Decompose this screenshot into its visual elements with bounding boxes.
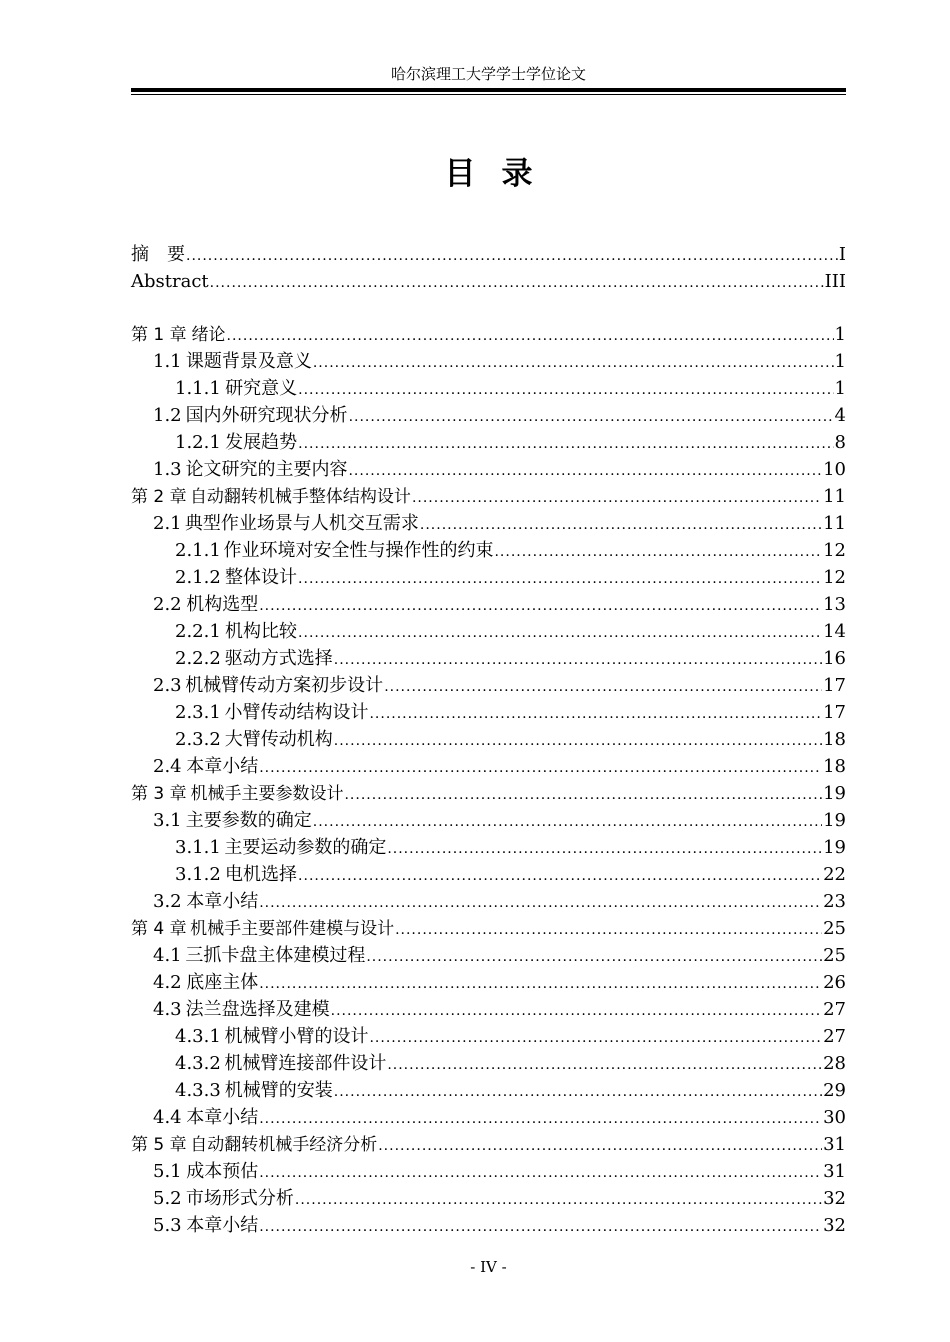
toc-entry-title: 作业环境对安全性与操作性的约束 — [223, 540, 494, 561]
toc-entry[interactable] — [131, 618, 846, 645]
toc-entry-page: 22 — [823, 864, 846, 885]
toc-entry[interactable] — [131, 1212, 846, 1239]
toc-entry-number: 3.2 — [153, 891, 182, 912]
toc-entry-title: 电机选择 — [225, 864, 298, 885]
toc-leader-dots — [259, 1160, 822, 1187]
toc-entry-title: 大臂传动机构 — [224, 729, 333, 750]
toc-entry-page: 13 — [823, 594, 846, 615]
toc-leader-dots — [186, 243, 838, 270]
toc-entry-number: 第 5 章 — [131, 1135, 187, 1155]
toc-entry-title: 机械臂传动方案初步设计 — [185, 675, 384, 696]
toc-entry[interactable] — [131, 268, 846, 295]
toc-leader-dots — [259, 1106, 822, 1133]
toc-entry-title: 底座主体 — [186, 972, 259, 993]
toc-entry[interactable] — [131, 1104, 846, 1131]
toc-entry-page: 16 — [823, 648, 846, 669]
toc-leader-dots — [334, 1079, 822, 1106]
toc-entry[interactable] — [131, 483, 846, 510]
toc-entry[interactable] — [131, 753, 846, 780]
toc-entry-number: 5.3 — [153, 1215, 182, 1236]
toc-leader-dots — [494, 539, 822, 566]
toc-entry-number: 2.2.1 — [175, 621, 221, 642]
toc-entry-page: 25 — [823, 945, 846, 966]
toc-entry-number: 2.3 — [153, 675, 182, 696]
toc-leader-dots — [295, 1187, 822, 1214]
toc-entry-number: 1.3 — [153, 459, 182, 480]
toc-entry-number: 4.3.3 — [175, 1080, 221, 1101]
toc-entry-title: 国内外研究现状分析 — [185, 405, 348, 426]
toc-leader-dots — [298, 377, 833, 404]
toc-entry-number: 第 1 章 — [131, 325, 187, 345]
toc-entry[interactable] — [131, 915, 846, 942]
toc-entry[interactable] — [131, 564, 846, 591]
toc-entry-page: I — [838, 244, 846, 265]
toc-entry-title: 市场形式分析 — [185, 1188, 294, 1209]
toc-entry-title: 本章小结 — [186, 891, 259, 912]
toc-entry-title: 本章小结 — [186, 756, 259, 777]
header-rule-thick — [131, 88, 846, 92]
toc-leader-dots — [412, 485, 822, 512]
toc-entry[interactable] — [131, 861, 846, 888]
toc-entry[interactable] — [131, 807, 846, 834]
toc-entry-number: 3.1.2 — [175, 864, 221, 885]
toc-leader-dots — [259, 971, 822, 998]
toc-entry-title: 机械手主要部件建模与设计 — [190, 919, 395, 939]
toc-entry-title: 机械臂小臂的设计 — [224, 1026, 369, 1047]
toc-entry-page: 31 — [823, 1161, 846, 1182]
toc-entry-page: 1 — [834, 378, 846, 399]
toc-entry-page: 19 — [823, 810, 846, 831]
toc-entry-page: 18 — [823, 756, 846, 777]
toc-entry[interactable] — [131, 348, 846, 375]
toc-entry-page: 30 — [823, 1107, 846, 1128]
toc-entry[interactable] — [131, 537, 846, 564]
toc-entry[interactable] — [131, 1050, 846, 1077]
toc-leader-dots — [384, 674, 822, 701]
toc-entry[interactable] — [131, 888, 846, 915]
toc-leader-dots — [334, 647, 822, 674]
toc-entry-title: 本章小结 — [186, 1215, 259, 1236]
toc-entry-page: 26 — [823, 972, 846, 993]
toc-entry-page: 11 — [823, 486, 846, 507]
toc-entry-number: 4.3.2 — [175, 1053, 221, 1074]
toc-entry-title: 三抓卡盘主体建模过程 — [185, 945, 366, 966]
toc-entry-title: 法兰盘选择及建模 — [185, 999, 330, 1020]
toc-leader-dots — [259, 890, 822, 917]
toc-entry[interactable] — [131, 510, 846, 537]
toc-entry[interactable] — [131, 726, 846, 753]
toc-entry-title: 研究意义 — [225, 378, 298, 399]
toc-entry-title: 典型作业场景与人机交互需求 — [184, 513, 419, 534]
toc-leader-dots — [313, 350, 834, 377]
toc-entry-number: 第 3 章 — [131, 784, 187, 804]
toc-entry-number: 第 4 章 — [131, 919, 187, 939]
toc-entry-title: 机械臂连接部件设计 — [224, 1053, 387, 1074]
toc-leader-dots — [387, 836, 822, 863]
toc-entry-page: 19 — [823, 837, 846, 858]
toc-entry[interactable] — [131, 780, 846, 807]
toc-entry-title: 驱动方式选择 — [224, 648, 333, 669]
toc-leader-dots — [387, 1052, 822, 1079]
page-title: 目录 — [444, 156, 559, 192]
toc-entry-page: 28 — [823, 1053, 846, 1074]
toc-entry-page: 14 — [823, 621, 846, 642]
toc-entry[interactable] — [131, 699, 846, 726]
toc-entry-title: 论文研究的主要内容 — [185, 459, 348, 480]
toc-entry-page: 17 — [823, 675, 846, 696]
toc-entry-number: 1.1 — [153, 351, 182, 372]
toc-entry-title: 自动翻转机械手经济分析 — [190, 1135, 378, 1155]
toc-entry-number: 2.2.2 — [175, 648, 221, 669]
toc-entry-number: 4.2 — [153, 972, 182, 993]
toc-entry-number: 2.4 — [153, 756, 182, 777]
toc-entry-number: 2.1.1 — [175, 540, 221, 561]
toc-entry-title: 机构比较 — [225, 621, 298, 642]
toc-entry-number: 5.1 — [153, 1161, 182, 1182]
toc-entry[interactable] — [131, 1158, 846, 1185]
running-header: 哈尔滨理工大学学士学位论文 — [390, 65, 586, 83]
toc-leader-dots — [348, 458, 822, 485]
toc-entry-page: 1 — [834, 351, 846, 372]
toc-entry-page: III — [824, 271, 846, 292]
toc-entry-number: 第 2 章 — [131, 487, 187, 507]
toc-entry-page: 11 — [823, 513, 846, 534]
toc-leader-dots — [259, 755, 822, 782]
toc-entry-title: 机构选型 — [186, 594, 259, 615]
toc-leader-dots — [210, 270, 824, 297]
toc-leader-dots — [331, 998, 822, 1025]
toc-entry-page: 1 — [834, 324, 846, 345]
toc-entry-page: 32 — [823, 1215, 846, 1236]
toc-entry-page: 32 — [823, 1188, 846, 1209]
toc-leader-dots — [298, 620, 822, 647]
toc-leader-dots — [420, 512, 822, 539]
toc-entry[interactable] — [131, 834, 846, 861]
toc-entry-number: 2.3.1 — [175, 702, 221, 723]
toc-entry[interactable] — [131, 996, 846, 1023]
toc-entry-title: 主要参数的确定 — [185, 810, 312, 831]
toc-entry-number: 2.2 — [153, 594, 182, 615]
toc-leader-dots — [298, 431, 833, 458]
toc-entry-title: 课题背景及意义 — [185, 351, 312, 372]
toc-entry-page: 19 — [823, 783, 846, 804]
toc-entry-number: 5.2 — [153, 1188, 182, 1209]
toc-entry-title: 主要运动参数的确定 — [224, 837, 387, 858]
toc-leader-dots — [259, 1214, 822, 1241]
toc-entry-page: 27 — [823, 999, 846, 1020]
toc-leader-dots — [344, 782, 822, 809]
toc-entry[interactable] — [131, 456, 846, 483]
toc-entry-page: 12 — [823, 540, 846, 561]
toc-entry-page: 12 — [823, 567, 846, 588]
toc-entry-title: 本章小结 — [186, 1107, 259, 1128]
toc-entry-title: 发展趋势 — [225, 432, 298, 453]
toc-entry[interactable] — [131, 1185, 846, 1212]
toc-entry-title: 绪论 — [191, 325, 226, 345]
toc-entry-page: 29 — [823, 1080, 846, 1101]
toc-entry-number: 3.1.1 — [175, 837, 221, 858]
toc-entry[interactable] — [131, 402, 846, 429]
toc-entry-page: 27 — [823, 1026, 846, 1047]
toc-leader-dots — [369, 1025, 822, 1052]
toc-entry[interactable] — [131, 645, 846, 672]
toc-entry-title: 小臂传动结构设计 — [224, 702, 369, 723]
toc-leader-dots — [369, 701, 822, 728]
toc-entry-page: 18 — [823, 729, 846, 750]
toc-entry-number: 2.3.2 — [175, 729, 221, 750]
toc-entry[interactable] — [131, 375, 846, 402]
toc-entry-number: 4.1 — [153, 945, 182, 966]
toc-entry-page: 10 — [823, 459, 846, 480]
toc-leader-dots — [378, 1133, 822, 1160]
toc-entry-title: 机械手主要参数设计 — [190, 784, 344, 804]
toc-entry-number: 4.3 — [153, 999, 182, 1020]
toc-entry-number: 1.1.1 — [175, 378, 221, 399]
toc-leader-dots — [366, 944, 822, 971]
toc-leader-dots — [298, 566, 822, 593]
toc-entry[interactable] — [131, 1131, 846, 1158]
toc-entry-title: 自动翻转机械手整体结构设计 — [189, 487, 411, 507]
toc-entry-page: 31 — [823, 1134, 846, 1155]
toc-entry-number: 4.4 — [153, 1107, 182, 1128]
toc-entry[interactable] — [131, 321, 846, 348]
toc-entry-page: 17 — [823, 702, 846, 723]
toc-leader-dots — [298, 863, 822, 890]
toc-entry-number: 1.2 — [153, 405, 182, 426]
toc-entry-number: 4.3.1 — [175, 1026, 221, 1047]
toc-entry-number: 2.1 — [153, 513, 182, 534]
toc-entry[interactable] — [131, 672, 846, 699]
toc-entry-number: 1.2.1 — [175, 432, 221, 453]
toc-entry[interactable] — [131, 429, 846, 456]
header-rule-thin — [131, 94, 846, 95]
toc-leader-dots — [227, 323, 834, 350]
toc-leader-dots — [259, 593, 822, 620]
toc-entry-number: 3.1 — [153, 810, 182, 831]
toc-entry-title: 整体设计 — [225, 567, 298, 588]
toc-entry[interactable] — [131, 591, 846, 618]
toc-leader-dots — [334, 728, 822, 755]
toc-entry-number: 摘 要 — [131, 244, 185, 265]
toc-entry-number: 2.1.2 — [175, 567, 221, 588]
toc-entry-page: 8 — [834, 432, 846, 453]
table-of-contents — [131, 241, 846, 1239]
toc-entry[interactable] — [131, 1023, 846, 1050]
toc-entry-page: 4 — [834, 405, 846, 426]
toc-entry[interactable] — [131, 969, 846, 996]
page-number: - IV - — [470, 1258, 507, 1276]
toc-entry-number: Abstract — [131, 271, 209, 292]
toc-entry-title: 成本预估 — [186, 1161, 259, 1182]
toc-entry-page: 25 — [823, 918, 846, 939]
toc-entry-title: 机械臂的安装 — [224, 1080, 333, 1101]
toc-leader-dots — [395, 917, 822, 944]
toc-entry-page: 23 — [823, 891, 846, 912]
toc-leader-dots — [349, 404, 834, 431]
toc-entry[interactable] — [131, 241, 846, 268]
toc-entry[interactable] — [131, 942, 846, 969]
toc-entry[interactable] — [131, 1077, 846, 1104]
toc-leader-dots — [313, 809, 822, 836]
